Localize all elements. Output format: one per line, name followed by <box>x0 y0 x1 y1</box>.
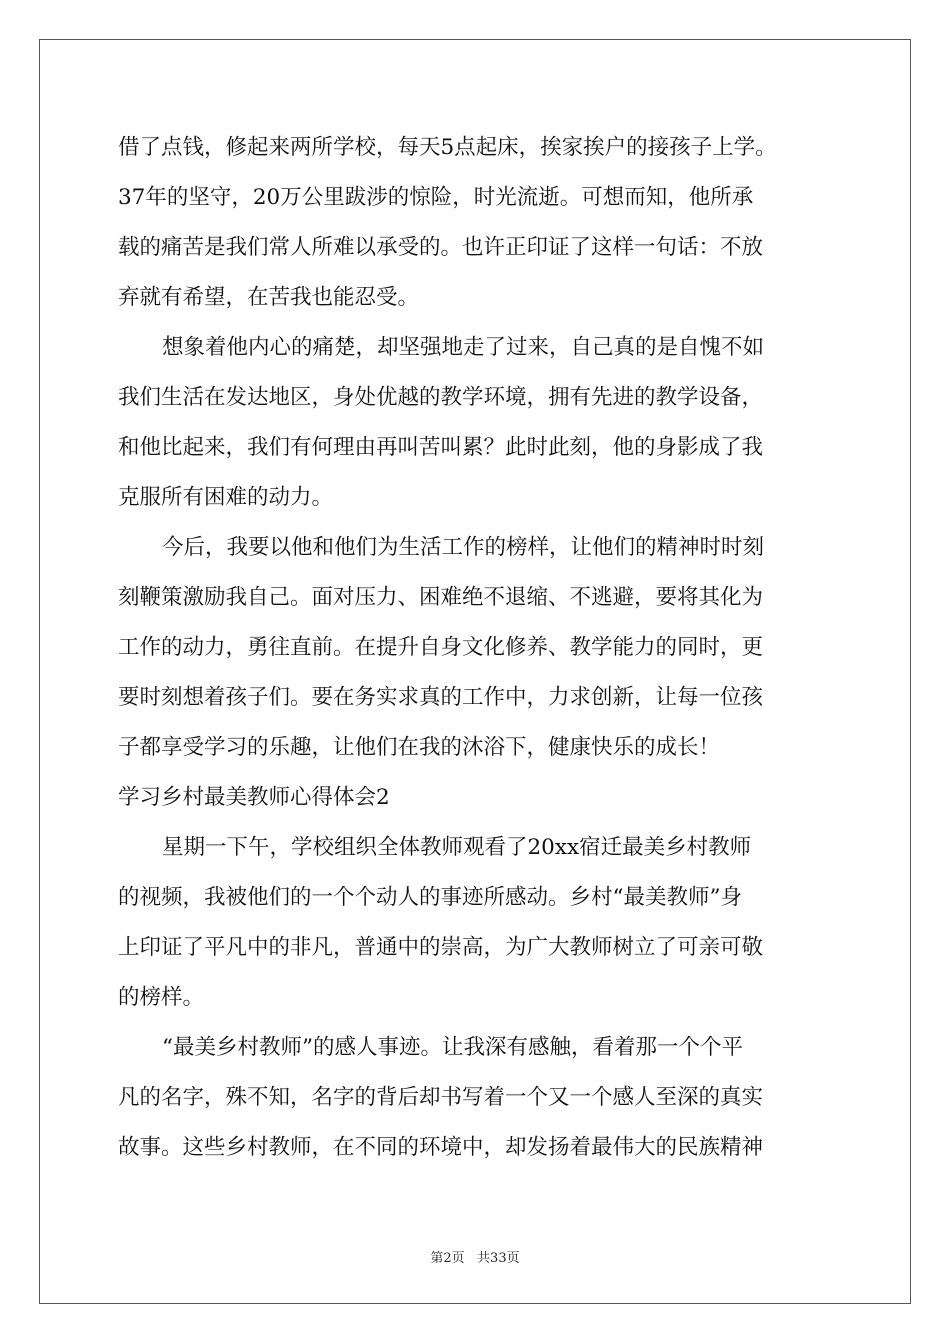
text-line: 克服所有困难的动力。 <box>118 485 334 510</box>
text-line: 弃就有希望，在苦我也能忍受。 <box>118 285 420 310</box>
text-line: 载的痛苦是我们常人所难以承受的。也许正印证了这样一句话：不放 <box>118 235 764 260</box>
text-line: 上印证了平凡中的非凡，普通中的崇高，为广大教师树立了可亲可敬 <box>118 935 764 960</box>
text-line: “最美乡村教师”的感人事迹。让我深有感触，看着那一个个平 <box>162 1035 743 1060</box>
text-line: 星期一下午，学校组织全体教师观看了20xx宿迁最美乡村教师 <box>162 835 752 860</box>
text-line: 子都享受学习的乐趣，让他们在我的沐浴下，健康快乐的成长！ <box>118 735 721 760</box>
text-line: 要时刻想着孩子们。要在务实求真的工作中，力求创新，让每一位孩 <box>118 685 764 710</box>
section-heading: 学习乡村最美教师心得体会2 <box>118 785 390 810</box>
page-number-footer: 第2页 共33页 <box>430 1251 520 1266</box>
text-line: 和他比起来，我们有何理由再叫苦叫累？此时此刻，他的身影成了我 <box>118 435 764 460</box>
text-line: 37年的坚守，20万公里跋涉的惊险，时光流逝。可想而知，他所承 <box>118 185 754 210</box>
text-line: 的视频，我被他们的一个个动人的事迹所感动。乡村“最美教师”身 <box>118 885 742 910</box>
text-line: 我们生活在发达地区，身处优越的教学环境，拥有先进的教学设备， <box>118 385 764 410</box>
text-line: 的榜样。 <box>118 985 205 1010</box>
text-line: 刻鞭策激励我自己。面对压力、困难绝不退缩、不逃避，要将其化为 <box>118 585 764 610</box>
text-line: 今后，我要以他和他们为生活工作的榜样，让他们的精神时时刻 <box>162 535 765 560</box>
text-line: 想象着他内心的痛楚，却坚强地走了过来，自己真的是自愧不如 <box>162 335 765 360</box>
text-line: 凡的名字，殊不知，名字的背后却书写着一个又一个感人至深的真实 <box>118 1085 764 1110</box>
text-line: 工作的动力，勇往直前。在提升自身文化修养、教学能力的同时，更 <box>118 635 764 660</box>
page-border <box>39 39 911 1304</box>
text-line: 故事。这些乡村教师，在不同的环境中，却发扬着最伟大的民族精神 <box>118 1135 764 1160</box>
text-line: 借了点钱，修起来两所学校，每天5点起床，挨家挨户的接孩子上学。 <box>118 135 777 160</box>
